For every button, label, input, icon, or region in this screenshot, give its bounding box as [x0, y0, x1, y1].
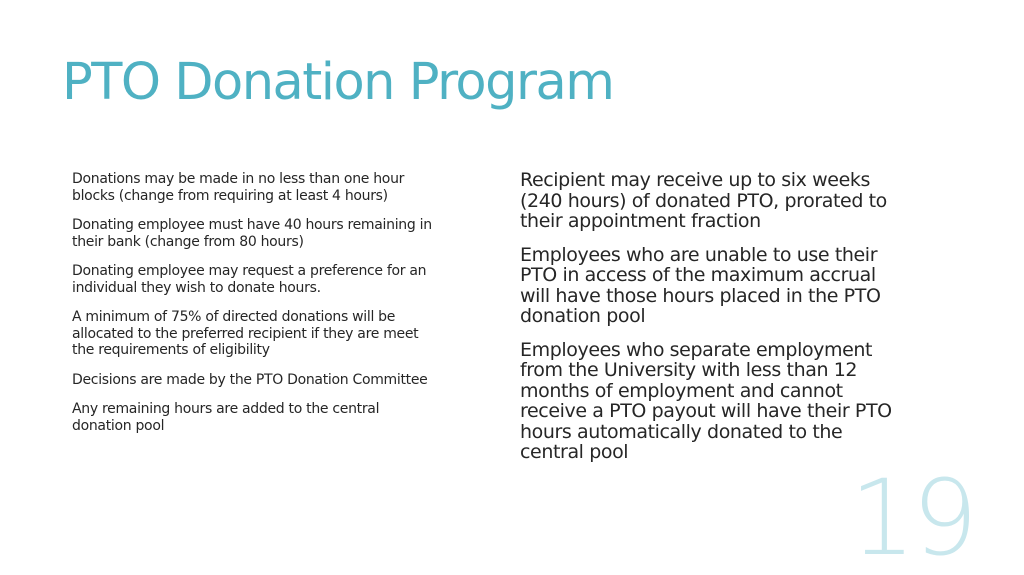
left-list-item: Donating employee must have 40 hours remaining in their bank (change from 80 hours) — [72, 217, 432, 250]
right-list-item: Employees who are unable to use their PTO in access of the maximum accrual will have those hours placed in the PTO donation pool — [520, 243, 881, 327]
left-list-item: Any remaining hours are added to the central donation pool — [72, 401, 380, 434]
left-list-item: Donations may be made in no less than one hour blocks (change from requiring at least 4 hours) — [72, 171, 405, 204]
right-list-item: Recipient may receive up to six weeks (240 hours) of donated PTO, prorated to their appointment fraction — [520, 169, 887, 232]
slide-title: PTO Donation Program — [62, 53, 614, 112]
left-bullet-list — [72, 171, 442, 447]
left-list-item: A minimum of 75% of directed donations will be allocated to the preferred recipient if they are meet the requirements of eligibility — [72, 309, 419, 358]
right-bullet-list — [520, 170, 895, 476]
left-list-item: Donating employee may request a preference for an individual they wish to donate hours. — [72, 263, 427, 296]
right-list-item: Employees who separate employment from the University with less than 12 months of employment and cannot receive a PTO payout will have their PTO hours automatically donated to the central pool — [520, 338, 892, 463]
slide-page-number: 19 — [849, 457, 974, 575]
left-list-item: Decisions are made by the PTO Donation Committee — [72, 371, 428, 388]
